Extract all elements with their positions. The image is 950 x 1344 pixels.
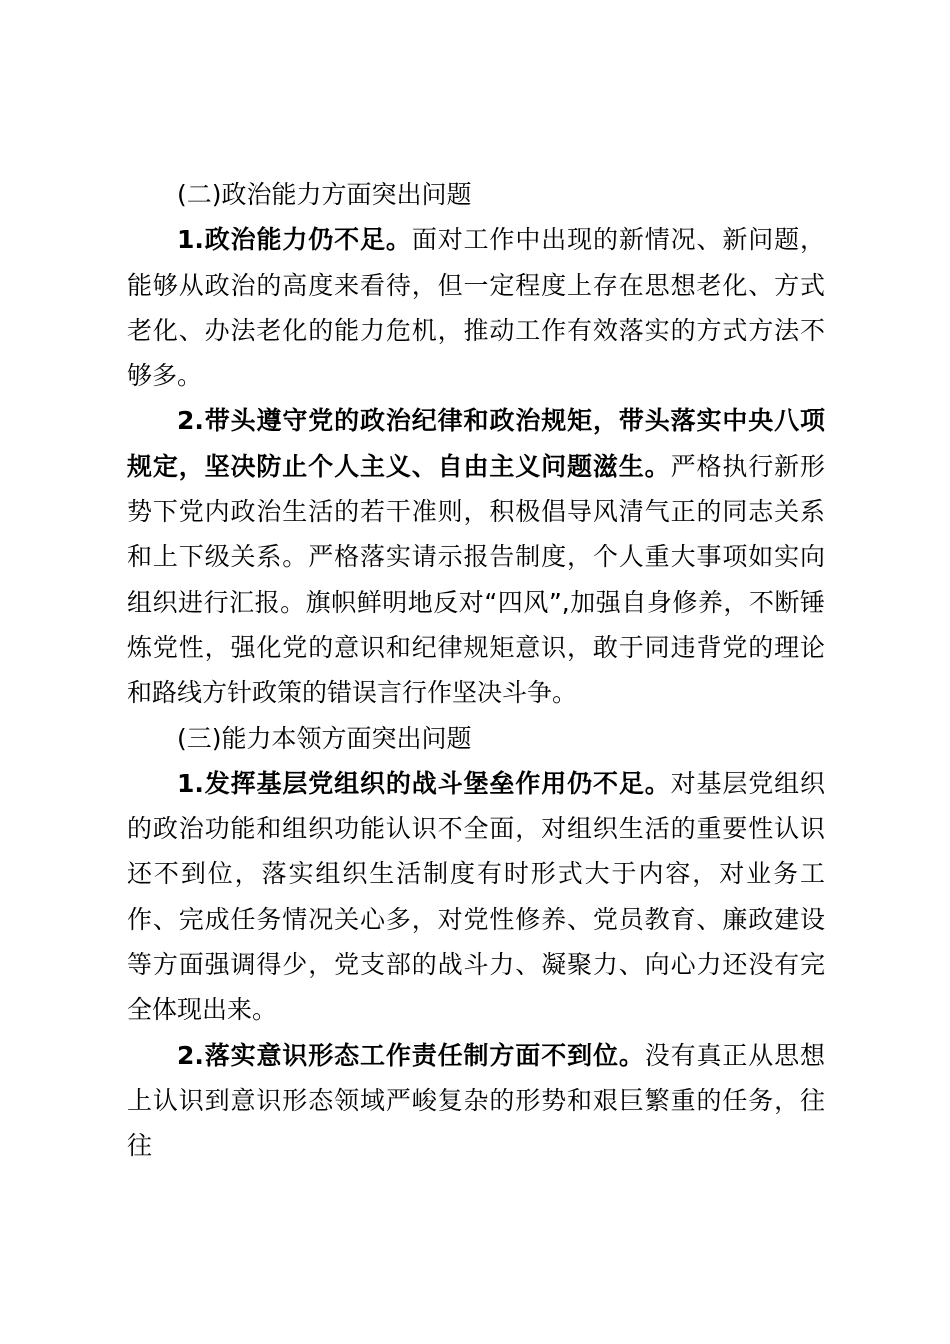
item-lead: 1.政治能力仍不足。: [177, 225, 412, 255]
item-lead: 2.带头遵守党的政治纪律和政治规矩，带头落实中央八项规定，坚决防止个人主义、自由主义问题滋生。: [127, 406, 825, 481]
section-heading-political-ability: (二)政治能力方面突出问题: [177, 180, 472, 209]
paragraph-item: [127, 761, 825, 1033]
paragraph-item: [127, 398, 825, 715]
item-text: 对基层党组织的政治功能和组织功能认识不全面，对组织生活的重要性认识还不到位，落实组织生活制度有时形式大于内容，对业务工作、完成任务情况关心多，对党性修养、党员教育、廉政建设等方面强调得少，党支部的战斗力、凝聚力、向心力还没有完全体现出来。: [127, 768, 825, 1025]
item-text: 没有真正从思想上认识到意识形态领域严峻复杂的形势和艰巨繁重的任务，往往: [127, 1040, 825, 1161]
item-text: 严格执行新形势下党内政治生活的若干准则，积极倡导风清气正的同志关系和上下级关系。严格落实请示报告制度，个人重大事项如实向组织进行汇报。旗帜鲜明地反对“四风”,加强自身修养，不断锤炼党性，强化党的意识和纪律规矩意识，敢于同违背党的理论和路线方针政策的错误言行作坚决斗争。: [127, 451, 825, 708]
paragraph-item: [127, 217, 825, 398]
document-body: [127, 172, 825, 1169]
paragraph-item: [127, 1033, 825, 1169]
item-text: 面对工作中出现的新情况、新问题，能够从政治的高度来看待，但一定程度上存在思想老化、方式老化、办法老化的能力危机，推动工作有效落实的方式方法不够多。: [127, 225, 825, 391]
item-lead: 2.落实意识形态工作责任制方面不到位。: [177, 1040, 645, 1070]
section-heading-capability: (三)能力本领方面突出问题: [177, 723, 472, 753]
item-lead: 1.发挥基层党组织的战斗堡垒作用仍不足。: [177, 768, 671, 798]
